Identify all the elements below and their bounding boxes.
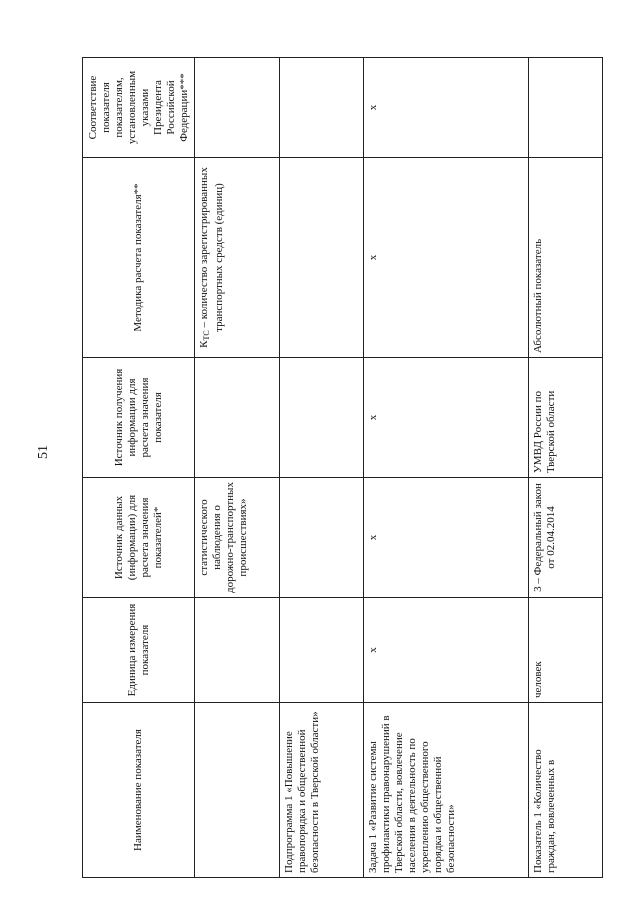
table-row	[280, 58, 364, 878]
cell-method: Абсолютный показатель	[529, 158, 603, 358]
header-compliance: Соответствие показателя показателям, установленным указами Президента Российской Федерации***	[83, 58, 195, 158]
cell-info-source: УМВД России по Тверской области	[529, 358, 603, 478]
cell-unit: человек	[529, 598, 603, 703]
cell-compliance: х	[364, 58, 529, 158]
page-number: 51	[36, 445, 51, 459]
cell-compliance	[529, 58, 603, 158]
cell-data-source: 3 – Федеральный закон от 02.04.2014	[529, 478, 603, 598]
method-symbol-subscript: ТС	[202, 330, 211, 341]
cell-data-source: статистического наблюдения о дорожно-транспортных происшествиях»	[195, 478, 280, 598]
header-data-source: Источник данных (информации) для расчета значения показателей*	[83, 478, 195, 598]
cell-info-source	[280, 358, 364, 478]
cell-unit	[195, 598, 280, 703]
cell-name	[195, 703, 280, 878]
cell-info-source	[195, 358, 280, 478]
header-unit: Единица измерения показателя	[83, 598, 195, 703]
cell-name: Подпрограмма 1 «Повышение правопорядка и общественной безопасности в Тверской области»	[280, 703, 364, 878]
cell-compliance	[195, 58, 280, 158]
indicators-table	[82, 57, 603, 878]
cell-data-source	[280, 478, 364, 598]
rotated-table-wrapper	[82, 58, 602, 878]
cell-name: Задача 1 «Развитие системы профилактики правонарушений в Тверской области, вовлечение населения в деятельность по укреплению общественного порядка и общественной безопасности»	[364, 703, 529, 878]
table-row	[364, 58, 529, 878]
table-row	[195, 58, 280, 878]
method-symbol: К	[198, 340, 210, 348]
header-name: Наименование показателя	[83, 703, 195, 878]
cell-method	[195, 158, 280, 358]
header-info-source: Источник получения информации для расчета значения показателя	[83, 358, 195, 478]
cell-method: х	[364, 158, 529, 358]
header-method: Методика расчета показателя**	[83, 158, 195, 358]
cell-unit: х	[364, 598, 529, 703]
header-row	[83, 58, 195, 878]
method-text: – количество зарегистрированных транспортных средств (единиц)	[198, 167, 225, 332]
cell-data-source: х	[364, 478, 529, 598]
cell-unit	[280, 598, 364, 703]
cell-name: Показатель 1 «Количество граждан, вовлеченных в	[529, 703, 603, 878]
cell-info-source: х	[364, 358, 529, 478]
cell-compliance	[280, 58, 364, 158]
cell-method	[280, 158, 364, 358]
table-row	[529, 58, 603, 878]
